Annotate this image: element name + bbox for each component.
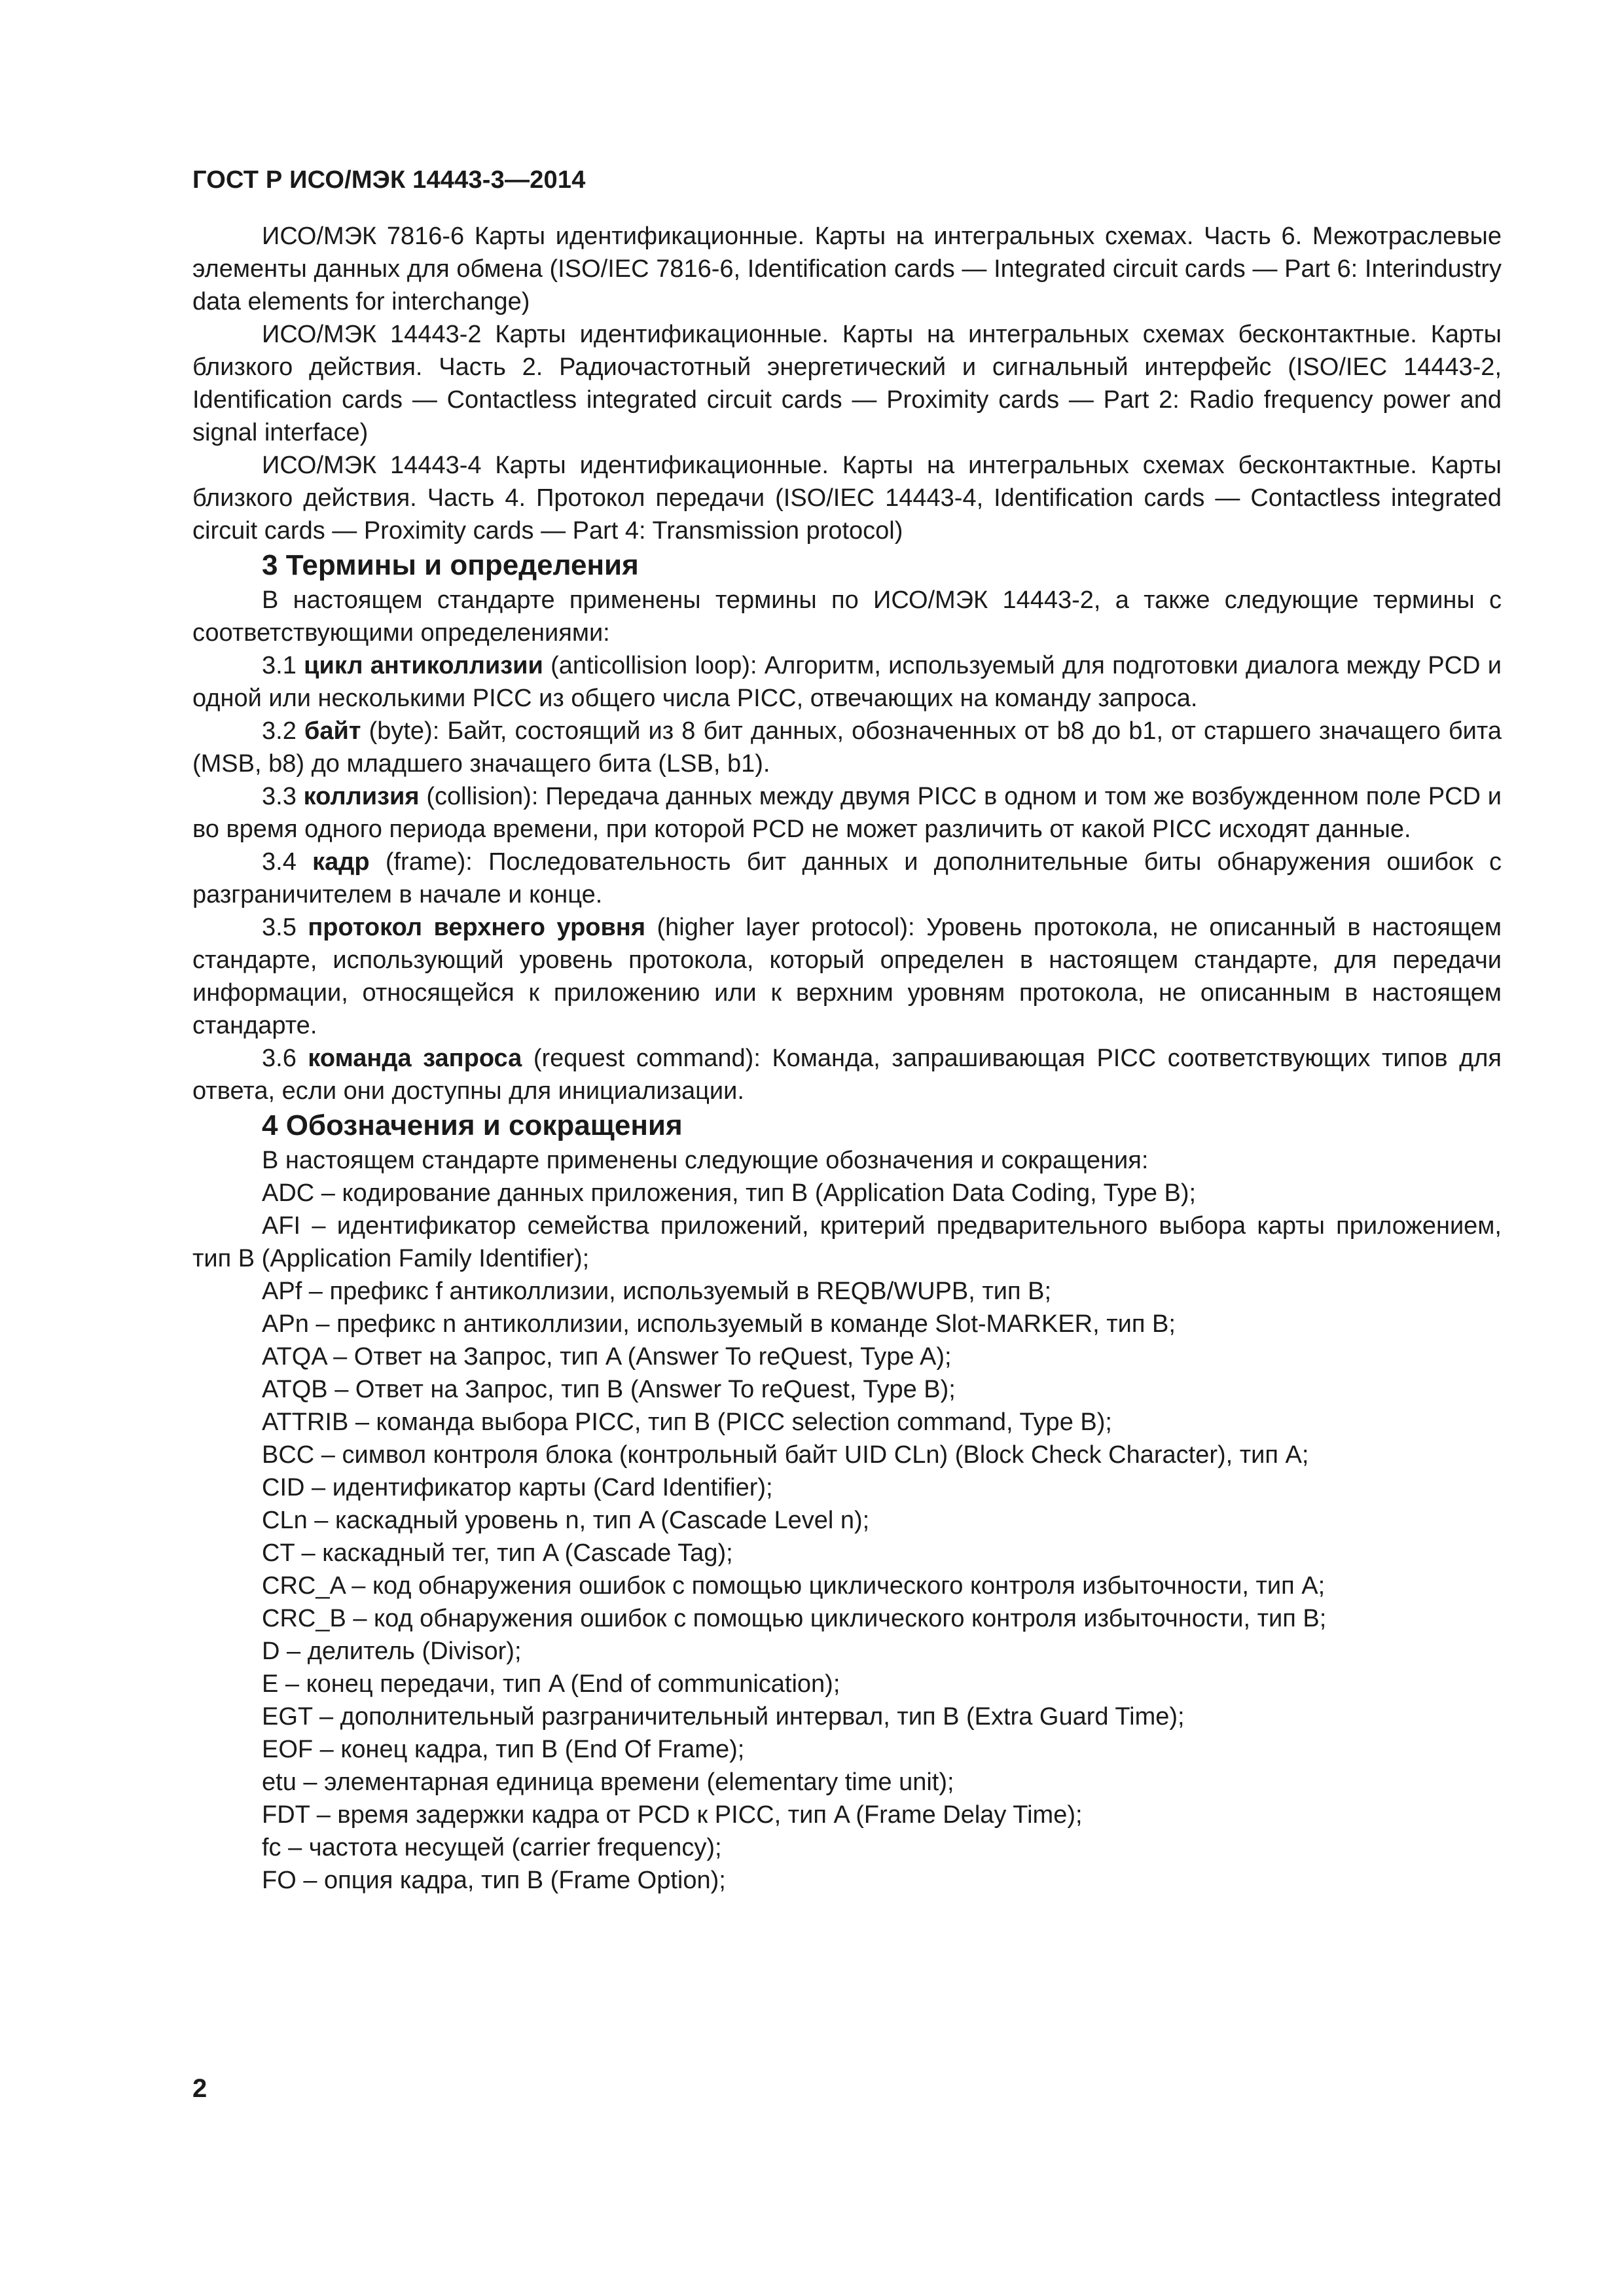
abbreviation-list xyxy=(192,1144,1502,1897)
page-number: 2 xyxy=(192,2074,208,2103)
abbreviation-item: ADC – кодирование данных приложения, тип B (Application Data Coding, Type B); xyxy=(262,1179,1197,1207)
abbreviation-item: APn – префикс n антиколлизии, используемый в команде Slot-MARKER, тип B; xyxy=(262,1310,1176,1338)
abbreviation-item: ATTRIB – команда выбора PICC, тип B (PICC selection command, Type B); xyxy=(262,1408,1112,1436)
term-name: коллизия xyxy=(303,783,420,810)
abbreviation-item: BCC – символ контроля блока (контрольный байт UID CLn) (Block Check Character), тип A; xyxy=(262,1441,1309,1469)
abbreviation-item: EGT – дополнительный разграничительный интервал, тип B (Extra Guard Time); xyxy=(262,1703,1185,1731)
reference-7816-6: ИСО/МЭК 7816-6 Карты идентификационные. Карты на интегральных схемах. Часть 6. Межотраслевые элементы данных для обмена (ISO/IEC 7816-6, Identification cards — Integrated circuit cards — Part 6: Interindustry data elements for interchange) xyxy=(192,223,1502,315)
reference-14443-2: ИСО/МЭК 14443-2 Карты идентификационные. Карты на интегральных схемах бесконтактные. Карты близкого действия. Часть 2. Радиочастотный энергетический и сигнальный интерфейс (ISO/IEC 14443-2, Identification cards — Contactless integrated circuit cards — Proximity cards — Part 2: Radio frequency power and signal interface) xyxy=(192,321,1502,446)
abbreviation-item: D – делитель (Divisor); xyxy=(262,1638,522,1665)
document-header: ГОСТ Р ИСО/МЭК 14443-3—2014 xyxy=(192,166,586,194)
abbreviation-item: CID – идентификатор карты (Card Identifier); xyxy=(262,1474,773,1501)
abbreviation-item: fc – частота несущей (carrier frequency); xyxy=(262,1834,722,1861)
term-3-1: 3.1 цикл антиколлизии (anticollision loop): Алгоритм, используемый для подготовки диалога между PCD и одной или несколькими PICC из общего числа PICC, отвечающих на команду запроса. xyxy=(192,652,1502,712)
abbreviation-item: etu – элементарная единица времени (elementary time unit); xyxy=(262,1768,954,1796)
document-body xyxy=(192,220,1502,1897)
abbreviation-item: CRC_B – код обнаружения ошибок с помощью циклического контроля избыточности, тип B; xyxy=(262,1605,1327,1632)
abbreviation-item: APf – префикс f антиколлизии, используемый в REQB/WUPB, тип B; xyxy=(262,1278,1051,1305)
term-3-4: 3.4 кадр (frame): Последовательность бит данных и дополнительные биты обнаружения ошибок с разграничителем в начале и конце. xyxy=(192,848,1502,908)
abbreviation-item: FDT – время задержки кадра от PCD к PICC, тип A (Frame Delay Time); xyxy=(262,1801,1083,1829)
term-3-5: 3.5 протокол верхнего уровня (higher layer protocol): Уровень протокола, не описанный в настоящем стандарте, использующий уровень протокола, который определен в настоящем стандарте, для передачи информации, относящейся к приложению или к верхним уровням протокола, не описанным в настоящем стандарте. xyxy=(192,914,1502,1039)
term-name: кадр xyxy=(312,848,370,876)
section-3-intro: В настоящем стандарте применены термины по ИСО/МЭК 14443-2, а также следующие термины с соответствующими определениями: xyxy=(192,586,1502,647)
section-3-title: 3 Термины и определения xyxy=(262,549,639,581)
term-3-3: 3.3 коллизия (collision): Передача данных между двумя PICC в одном и том же возбужденном поле PCD и во время одного периода времени, при которой PCD не может различить от какой PICC исходят данные. xyxy=(192,783,1502,843)
abbreviation-item: ATQB – Ответ на Запрос, тип B (Answer To reQuest, Type B); xyxy=(262,1376,956,1403)
term-name: байт xyxy=(304,717,361,745)
abbreviation-item: CLn – каскадный уровень n, тип A (Cascade Level n); xyxy=(262,1507,870,1534)
abbreviation-item: E – конец передачи, тип A (End of communication); xyxy=(262,1670,840,1698)
reference-14443-4: ИСО/МЭК 14443-4 Карты идентификационные. Карты на интегральных схемах бесконтактные. Карты близкого действия. Часть 4. Протокол передачи (ISO/IEC 14443-4, Identification cards — Contactless integrated circuit cards — Proximity cards — Part 4: Transmission protocol) xyxy=(192,452,1502,545)
abbreviation-item: AFI – идентификатор семейства приложений, критерий предварительного выбора карты приложением, тип B (Application Family Identifier); xyxy=(192,1212,1502,1272)
section-4-title: 4 Обозначения и сокращения xyxy=(262,1109,683,1141)
term-name: протокол верхнего уровня xyxy=(308,914,645,941)
abbreviation-item: CT – каскадный тег, тип A (Cascade Tag); xyxy=(262,1539,733,1567)
abbreviation-item: CRC_A – код обнаружения ошибок с помощью циклического контроля избыточности, тип A; xyxy=(262,1572,1326,1600)
abbreviation-item: ATQA – Ответ на Запрос, тип A (Answer To reQuest, Type A); xyxy=(262,1343,952,1371)
abbreviation-item: FO – опция кадра, тип B (Frame Option); xyxy=(262,1867,726,1894)
term-name: цикл антиколлизии xyxy=(304,652,543,679)
term-3-6: 3.6 команда запроса (request command): Команда, запрашивающая PICC соответствующих типов для ответа, если они доступны для инициализации. xyxy=(192,1045,1502,1105)
term-3-2: 3.2 байт (byte): Байт, состоящий из 8 бит данных, обозначенных от b8 до b1, от старшего значащего бита (MSB, b8) до младшего значащего бита (LSB, b1). xyxy=(192,717,1502,778)
term-name: команда запроса xyxy=(308,1045,522,1072)
section-4-intro: В настоящем стандарте применены следующие обозначения и сокращения: xyxy=(262,1147,1149,1174)
abbreviation-item: EOF – конец кадра, тип B (End Of Frame); xyxy=(262,1736,745,1763)
